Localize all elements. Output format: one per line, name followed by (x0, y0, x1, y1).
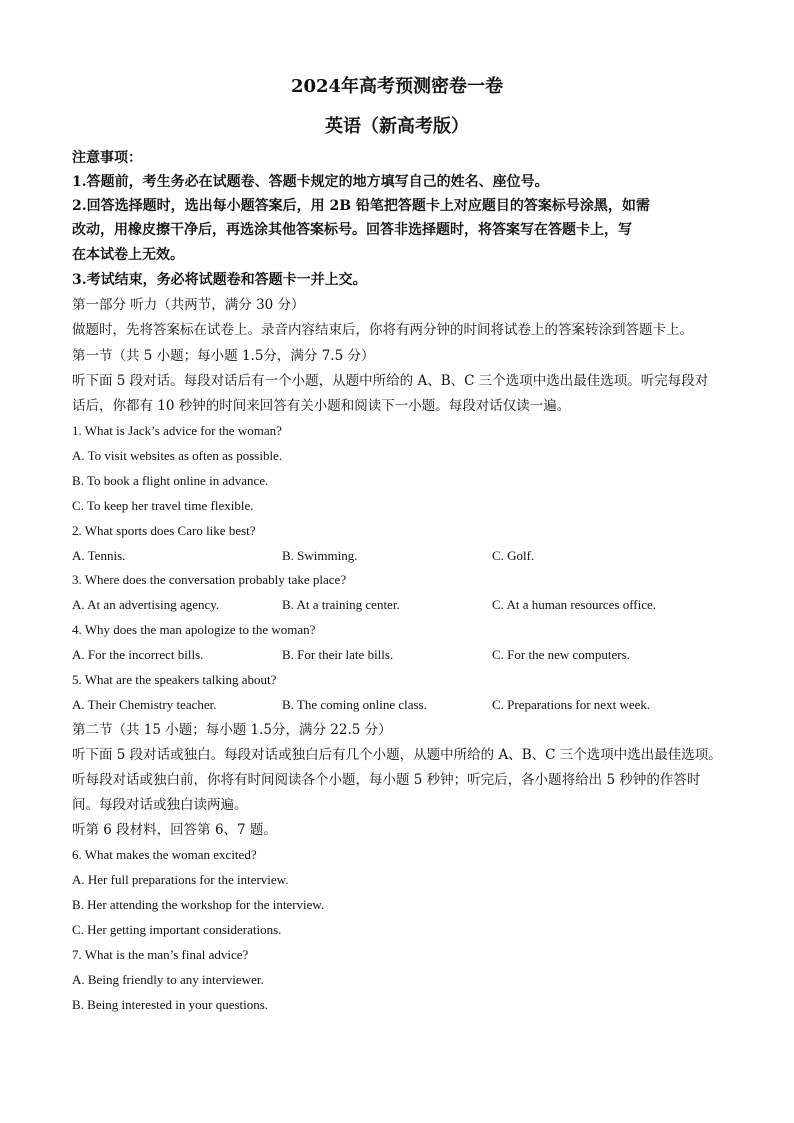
question-2-option-a: A. Tennis. (72, 548, 126, 563)
question-5-stem: 5. What are the speakers talking about? (72, 672, 277, 687)
section2-instruction-line3: 间。每段对话或独白读两遍。 (72, 797, 248, 813)
question-3-stem: 3. Where does the conversation probably take place? (72, 572, 347, 587)
notice-heading: 注意事项： (72, 150, 142, 166)
question-1-option-b: B. To book a flight online in advance. (72, 473, 269, 488)
notice-item-2-line2: 改动，用橡皮擦干净后，再选涂其他答案标号。回答非选择题时，将答案写在答题卡上，写 (72, 222, 632, 238)
section2-instruction-line1: 听下面 5 段对话或独白。每段对话或独白后有几个小题，从题中所给的 A、B、C 三个选项中选出最佳选项。 (72, 747, 722, 763)
question-4-options (72, 645, 732, 665)
part1-intro: 做题时，先将答案标在试卷上。录音内容结束后，你将有两分钟的时间将试卷上的答案转涂到答题卡上。 (72, 322, 693, 338)
section2-heading: 第二节（共 15 小题；每小题 1.5分，满分 22.5 分） (72, 722, 392, 738)
question-3-option-c: C. At a human resources office. (492, 597, 657, 612)
exam-title: 2024年高考预测密卷一卷 (290, 76, 504, 97)
question-7-stem: 7. What is the man’s final advice? (72, 947, 249, 962)
exam-subtitle: 英语（新高考版） (325, 116, 469, 137)
question-3-options (72, 595, 732, 615)
question-7-option-a: A. Being friendly to any interviewer. (72, 972, 264, 987)
section1-instruction-line2: 话后，你都有 10 秒钟的时间来回答有关小题和阅读下一小题。每段对话仅读一遍。 (72, 398, 571, 414)
question-1-option-c: C. To keep her travel time flexible. (72, 498, 254, 513)
question-2-stem: 2. What sports does Caro like best? (72, 523, 256, 538)
question-5-option-c: C. Preparations for next week. (492, 697, 651, 712)
notice-item-1: 1.答题前，考生务必在试题卷、答题卡规定的地方填写自己的姓名、座位号。 (72, 174, 549, 190)
question-4-option-b: B. For their late bills. (282, 647, 394, 662)
question-7-option-b: B. Being interested in your questions. (72, 997, 269, 1012)
question-6-stem: 6. What makes the woman excited? (72, 847, 257, 862)
notice-item-3: 3.考试结束，务必将试题卷和答题卡一并上交。 (72, 272, 367, 288)
section1-instruction-line1: 听下面 5 段对话。每段对话后有一个小题，从题中所给的 A、B、C 三个选项中选出最佳选项。听完每段对 (72, 373, 709, 389)
part1-heading: 第一部分 听力（共两节，满分 30 分） (72, 297, 305, 313)
material-6-heading: 听第 6 段材料，回答第 6、7 题。 (72, 822, 277, 838)
question-6-option-a: A. Her full preparations for the interview. (72, 872, 289, 887)
question-6-option-b: B. Her attending the workshop for the interview. (72, 897, 325, 912)
section2-instruction-line2: 听每段对话或独白前，你将有时间阅读各个小题，每小题 5 秒钟；听完后，各小题将给出 5 秒钟的作答时 (72, 772, 701, 788)
question-2-option-c: C. Golf. (492, 548, 535, 563)
notice-item-2-line3: 在本试卷上无效。 (72, 247, 184, 263)
question-1-option-a: A. To visit websites as often as possible. (72, 448, 283, 463)
question-4-option-c: C. For the new computers. (492, 647, 630, 662)
question-4-stem: 4. Why does the man apologize to the woman? (72, 622, 316, 637)
question-6-option-c: C. Her getting important considerations. (72, 922, 282, 937)
question-3-option-a: A. At an advertising agency. (72, 597, 220, 612)
question-5-options (72, 695, 732, 715)
question-2-option-b: B. Swimming. (282, 548, 358, 563)
notice-item-2-line1: 2.回答选择题时，选出每小题答案后，用 2B 铅笔把答题卡上对应题目的答案标号涂黑，如需 (72, 198, 650, 214)
question-3-option-b: B. At a training center. (282, 597, 400, 612)
question-5-option-b: B. The coming online class. (282, 697, 427, 712)
question-2-options (72, 546, 732, 566)
section1-heading: 第一节（共 5 小题；每小题 1.5分，满分 7.5 分） (72, 348, 375, 364)
question-4-option-a: A. For the incorrect bills. (72, 647, 204, 662)
question-5-option-a: A. Their Chemistry teacher. (72, 697, 217, 712)
question-1-stem: 1. What is Jack’s advice for the woman? (72, 423, 282, 438)
